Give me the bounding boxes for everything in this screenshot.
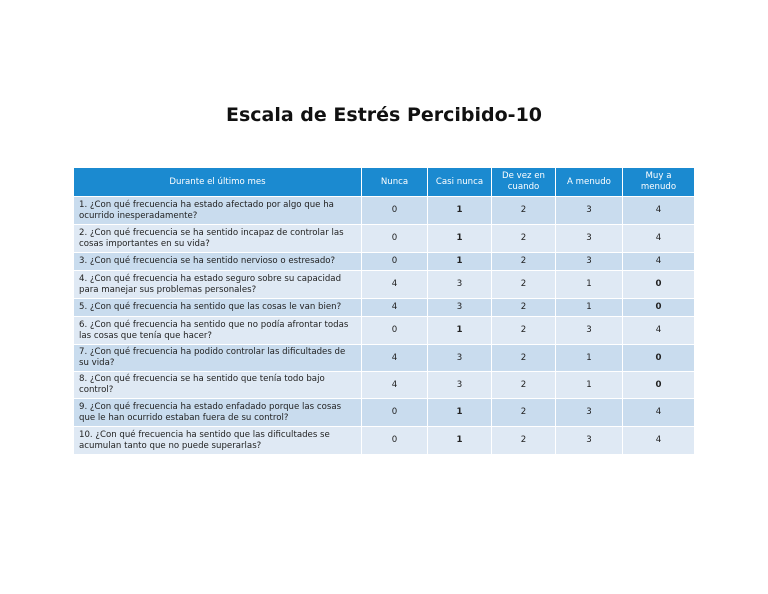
score-cell: 0 — [623, 299, 695, 317]
header-cell: Nunca — [362, 168, 428, 197]
score-cell: 4 — [623, 225, 695, 253]
score-cell: 3 — [556, 427, 623, 455]
question-cell: 7. ¿Con qué frecuencia ha podido controlar las dificultades de su vida? — [74, 345, 362, 372]
score-cell: 1 — [428, 427, 492, 455]
score-cell: 3 — [556, 197, 623, 225]
table-row — [74, 271, 695, 299]
question-cell: 4. ¿Con qué frecuencia ha estado seguro sobre su capacidad para manejar sus problemas personales? — [74, 271, 362, 299]
header-cell: A menudo — [556, 168, 623, 197]
score-cell: 0 — [362, 399, 428, 427]
header-cell: Casi nunca — [428, 168, 492, 197]
table-row — [74, 317, 695, 345]
score-cell: 4 — [623, 253, 695, 271]
question-cell: 2. ¿Con qué frecuencia se ha sentido incapaz de controlar las cosas importantes en su vida? — [74, 225, 362, 253]
score-cell: 1 — [556, 345, 623, 372]
table-header-row — [74, 168, 695, 197]
score-cell: 4 — [362, 372, 428, 399]
question-cell: 10. ¿Con qué frecuencia ha sentido que las dificultades se acumulan tanto que no puede superarlas? — [74, 427, 362, 455]
score-cell: 4 — [362, 299, 428, 317]
score-cell: 0 — [623, 372, 695, 399]
score-cell: 3 — [556, 317, 623, 345]
score-cell: 2 — [492, 197, 556, 225]
header-cell: De vez en cuando — [492, 168, 556, 197]
score-cell: 3 — [428, 271, 492, 299]
question-cell: 9. ¿Con qué frecuencia ha estado enfadado porque las cosas que le han ocurrido estaban fuera de su control? — [74, 399, 362, 427]
score-cell: 4 — [623, 197, 695, 225]
score-cell: 3 — [556, 225, 623, 253]
score-cell: 0 — [362, 253, 428, 271]
table-row — [74, 299, 695, 317]
score-cell: 0 — [623, 271, 695, 299]
score-cell: 3 — [556, 399, 623, 427]
page-title: Escala de Estrés Percibido-10 — [225, 104, 543, 126]
score-cell: 4 — [362, 271, 428, 299]
score-cell: 2 — [492, 399, 556, 427]
table-row — [74, 372, 695, 399]
score-cell: 3 — [556, 253, 623, 271]
table-row — [74, 253, 695, 271]
score-cell: 2 — [492, 372, 556, 399]
question-cell: 6. ¿Con qué frecuencia ha sentido que no podía afrontar todas las cosas que tenía que hacer? — [74, 317, 362, 345]
question-cell: 5. ¿Con qué frecuencia ha sentido que las cosas le van bien? — [74, 299, 362, 317]
table-row — [74, 197, 695, 225]
score-cell: 2 — [492, 345, 556, 372]
header-cell: Muy a menudo — [623, 168, 695, 197]
score-cell: 3 — [428, 372, 492, 399]
table-row — [74, 345, 695, 372]
score-cell: 2 — [492, 317, 556, 345]
stress-scale-table — [73, 167, 695, 455]
score-cell: 1 — [428, 225, 492, 253]
score-cell: 2 — [492, 253, 556, 271]
score-cell: 2 — [492, 225, 556, 253]
question-cell: 1. ¿Con qué frecuencia ha estado afectado por algo que ha ocurrido inesperadamente? — [74, 197, 362, 225]
score-cell: 1 — [428, 197, 492, 225]
score-cell: 1 — [428, 253, 492, 271]
score-cell: 1 — [428, 317, 492, 345]
score-cell: 4 — [623, 399, 695, 427]
score-cell: 1 — [556, 299, 623, 317]
header-cell: Durante el último mes — [74, 168, 362, 197]
question-cell: 8. ¿Con qué frecuencia se ha sentido que tenía todo bajo control? — [74, 372, 362, 399]
score-cell: 3 — [428, 299, 492, 317]
score-cell: 1 — [556, 271, 623, 299]
score-cell: 0 — [362, 225, 428, 253]
score-cell: 4 — [623, 427, 695, 455]
score-cell: 0 — [623, 345, 695, 372]
score-cell: 4 — [623, 317, 695, 345]
score-cell: 0 — [362, 197, 428, 225]
score-cell: 1 — [556, 372, 623, 399]
score-cell: 2 — [492, 427, 556, 455]
table-row — [74, 225, 695, 253]
score-cell: 0 — [362, 427, 428, 455]
table-row — [74, 427, 695, 455]
table-row — [74, 399, 695, 427]
score-cell: 2 — [492, 299, 556, 317]
score-cell: 4 — [362, 345, 428, 372]
question-cell: 3. ¿Con qué frecuencia se ha sentido nervioso o estresado? — [74, 253, 362, 271]
score-cell: 0 — [362, 317, 428, 345]
score-cell: 3 — [428, 345, 492, 372]
score-cell: 1 — [428, 399, 492, 427]
score-cell: 2 — [492, 271, 556, 299]
